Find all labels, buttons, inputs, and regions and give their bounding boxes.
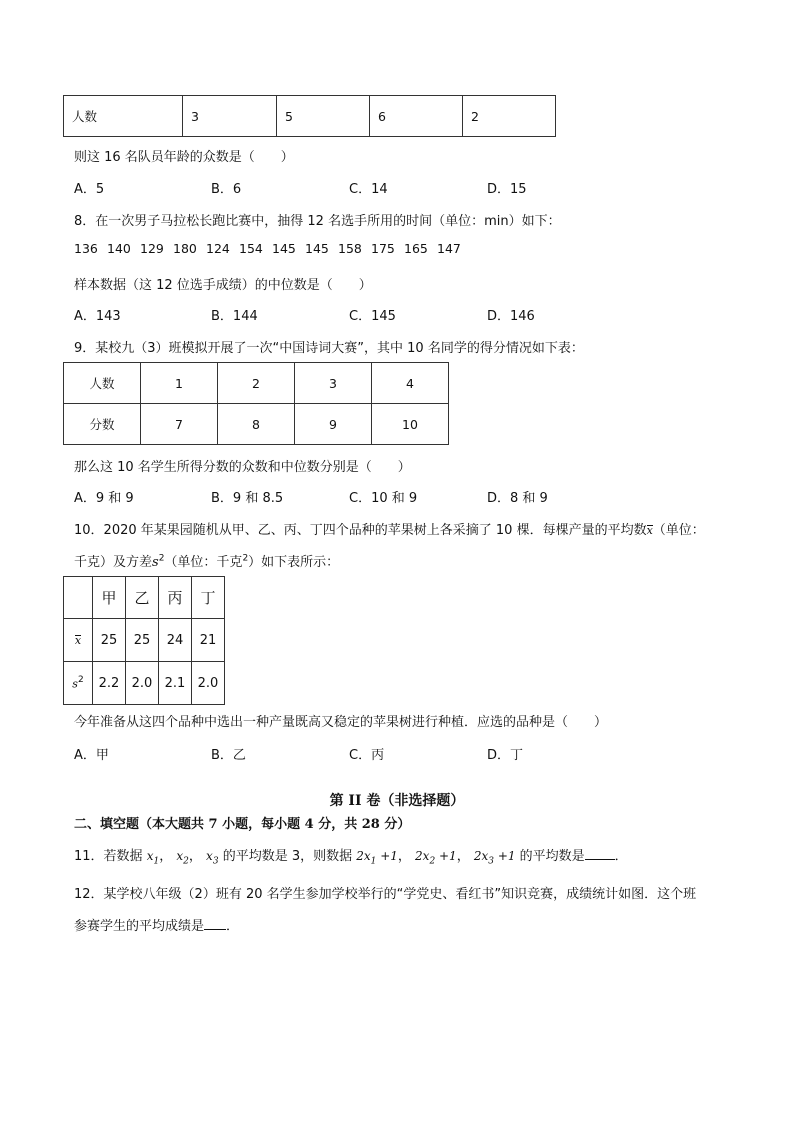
data-2x1-plus-1: $2x_1 +1$	[356, 849, 398, 867]
table-corner-cell	[64, 577, 93, 619]
table-header-cell: 丁	[192, 577, 225, 619]
table-row-label: 分数	[64, 404, 141, 445]
q9-score-table	[63, 362, 449, 445]
table-row-label: 人数	[64, 96, 183, 137]
q7-option-b: B．6	[211, 182, 242, 197]
q8-stem: 8．在一次男子马拉松长跑比赛中，抽得 12 名选手所用的时间（单位：min）如下：	[74, 214, 561, 229]
q10-option-d: D．丁	[487, 748, 524, 763]
table-cell: 3	[295, 363, 372, 404]
q8-data-value: 165	[404, 241, 428, 256]
q10-stem-line1	[74, 519, 705, 538]
q7-stem: 则这 16 名队员年龄的众数是（ ）	[74, 150, 294, 165]
table-cell: 2	[463, 96, 556, 137]
q8-data-value: 154	[239, 241, 263, 256]
mean-symbol: x	[74, 633, 82, 647]
superscript: 2	[242, 553, 249, 564]
table-cell: 9	[295, 404, 372, 445]
table-row-label	[64, 662, 93, 705]
table-header-cell: 乙	[126, 577, 159, 619]
q7-option-c: C．14	[349, 182, 388, 197]
q9-stem: 9．某校九（3）班模拟开展了一次“中国诗词大赛”，其中 10 名同学的得分情况如下表：	[74, 341, 584, 356]
q7-option-a: A．5	[74, 182, 105, 197]
answer-blank[interactable]	[204, 917, 226, 930]
q10-stem-text: 千克）及方差	[74, 555, 153, 570]
table-cell: 2.2	[93, 662, 126, 705]
q8-data-value: 180	[173, 241, 197, 256]
superscript: 2	[158, 553, 165, 564]
q11-line: 11．若数据 $x_1$， $x_2$， $x_3$ 的平均数是 3，则数据 $2x_1 +1$， $2x_2 +1$， $2x_3 +1$ 的平均数是 ．	[74, 849, 628, 867]
section-title: 第 II 卷（非选择题）	[329, 793, 465, 809]
table-cell: 2	[218, 363, 295, 404]
q8-data-value: 158	[338, 241, 362, 256]
table-row	[64, 404, 449, 445]
q7-option-d: D．15	[487, 182, 527, 197]
table-cell: 6	[370, 96, 463, 137]
q12-line1: 12．某学校八年级（2）班有 20 名学生参加学校举行的“学党史、看红书”知识竞赛，成绩统计如图．这个班	[74, 887, 697, 902]
q9-option-c: C．10 和 9	[349, 491, 418, 506]
data-2x3-plus-1: $2x_3 +1$	[473, 849, 516, 867]
q11-text: 的平均数是	[519, 849, 585, 864]
table-row	[64, 662, 225, 705]
mean-symbol: x	[646, 524, 653, 537]
q10-option-c: C．丙	[349, 748, 385, 763]
table-cell: 1	[141, 363, 218, 404]
q8-data-row	[74, 241, 470, 256]
table-header-cell: 丙	[159, 577, 192, 619]
superscript: 2	[77, 674, 84, 685]
table-cell: 10	[372, 404, 449, 445]
table-header-row	[64, 577, 225, 619]
q10-stem-text: ）如下表所示：	[248, 555, 340, 570]
q8-data-value: 140	[107, 241, 131, 256]
q8-data-value: 129	[140, 241, 164, 256]
table-cell: 25	[126, 619, 159, 662]
table-cell: 3	[183, 96, 277, 137]
q8-option-b: B．144	[211, 309, 258, 324]
q9-option-d: D．8 和 9	[487, 491, 548, 506]
variance-symbol: s	[72, 677, 78, 691]
q8-data-value: 175	[371, 241, 395, 256]
q8-option-a: A．143	[74, 309, 121, 324]
q8-option-c: C．145	[349, 309, 396, 324]
q10-question: 今年准备从这四个品种中选出一种产量既高又稳定的苹果树进行种植．应选的品种是（ ）	[74, 715, 608, 730]
table-cell: 7	[141, 404, 218, 445]
data-x3: $x_3$	[206, 849, 219, 867]
table-row-label: 人数	[64, 363, 141, 404]
q11-text: 的平均数是 3，则数据	[222, 849, 353, 864]
table-cell: 21	[192, 619, 225, 662]
q8-option-d: D．146	[487, 309, 535, 324]
q10-stem-text: （单位：千克	[164, 555, 243, 570]
variance-symbol: s	[152, 555, 159, 570]
table-cell: 24	[159, 619, 192, 662]
answer-blank[interactable]	[585, 847, 615, 860]
table-cell: 5	[277, 96, 370, 137]
q8-data-value: 147	[437, 241, 461, 256]
table-cell: 25	[93, 619, 126, 662]
q12-end: ．	[226, 919, 240, 934]
q10-stem-text: 10．2020 年某果园随机从甲、乙、丙、丁四个品种的苹果树上各采摘了 10 棵．每棵产量的平均数	[74, 523, 647, 538]
q8-question: 样本数据（这 12 位选手成绩）的中位数是（ ）	[74, 278, 372, 293]
data-2x2-plus-1: $2x_2 +1$	[415, 849, 457, 867]
q8-data-value: 124	[206, 241, 230, 256]
q10-stem-text: （单位：	[652, 523, 705, 538]
q8-data-value: 145	[305, 241, 329, 256]
q9-option-b: B．9 和 8.5	[211, 491, 284, 506]
table-cell: 4	[372, 363, 449, 404]
table-cell: 8	[218, 404, 295, 445]
q12-line2	[74, 915, 239, 934]
age-count-table	[63, 95, 556, 137]
q12-text: 参赛学生的平均成绩是	[74, 919, 205, 934]
table-cell: 2.1	[159, 662, 192, 705]
data-x1: $x_1$	[146, 849, 160, 867]
table-cell: 2.0	[192, 662, 225, 705]
data-x2: $x_2$	[176, 849, 189, 867]
q10-variety-table	[63, 576, 225, 705]
table-row-label	[64, 619, 93, 662]
q10-option-b: B．乙	[211, 748, 246, 763]
table-row	[64, 363, 449, 404]
q11-text: 11．若数据	[74, 849, 143, 864]
q8-data-value: 136	[74, 241, 98, 256]
q10-option-a: A．甲	[74, 748, 109, 763]
q9-question: 那么这 10 名学生所得分数的众数和中位数分别是（ ）	[74, 460, 411, 475]
q8-data-value: 145	[272, 241, 296, 256]
table-cell: 2.0	[126, 662, 159, 705]
table-row	[64, 619, 225, 662]
table-header-cell: 甲	[93, 577, 126, 619]
q10-stem-line2	[74, 551, 339, 570]
q9-option-a: A．9 和 9	[74, 491, 134, 506]
q11-end: ．	[614, 849, 628, 864]
section-heading: 二、填空题（本大题共 7 小题，每小题 4 分，共 28 分）	[74, 817, 411, 832]
